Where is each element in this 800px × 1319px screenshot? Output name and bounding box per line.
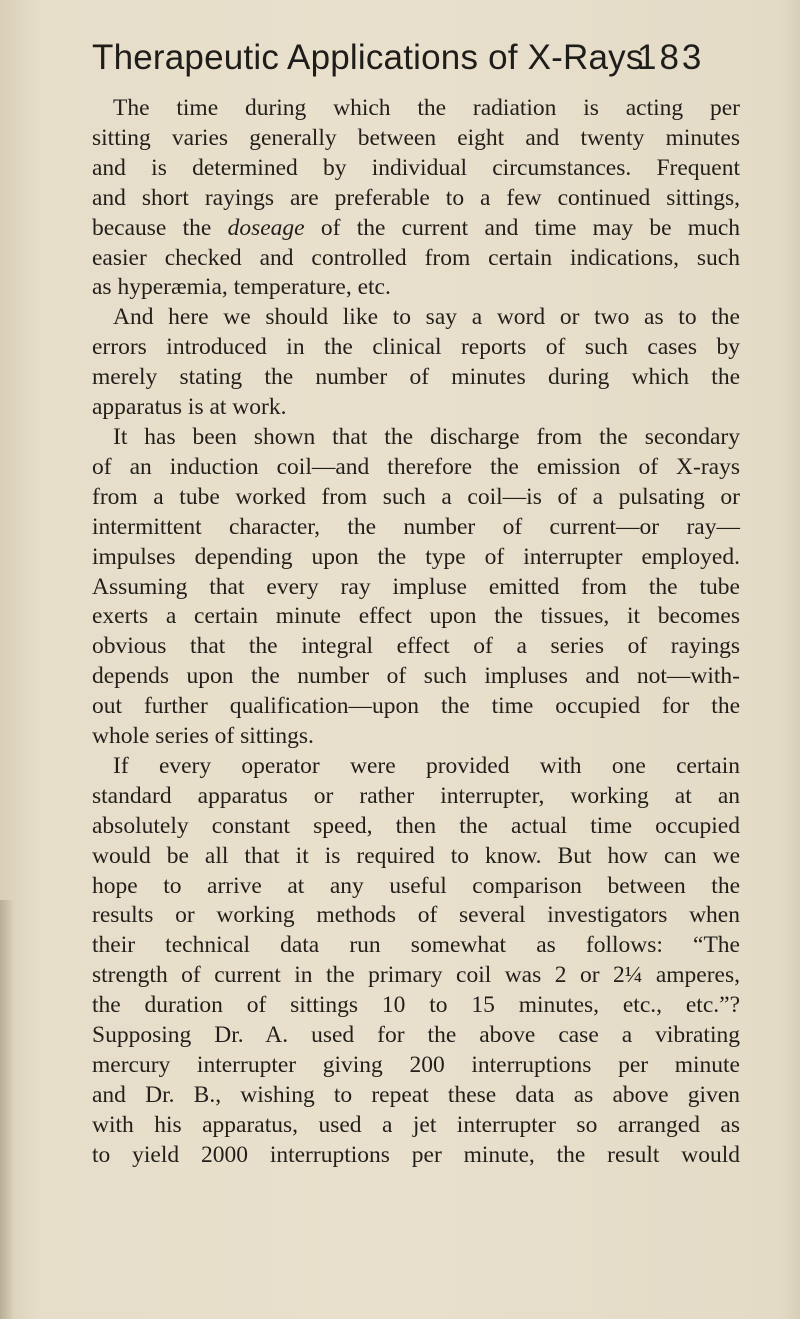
text-line: impulses depending upon the type of interrupter employed. — [92, 543, 740, 570]
text-line: easier checked and controlled from certain indications, such — [92, 244, 740, 271]
text-line: And here we should like to say a word or two as to the — [113, 304, 740, 331]
text-line: of an induction coil—and therefore the emission of X-rays — [92, 453, 740, 480]
text-line: intermittent character, the number of current—or ray— — [92, 513, 740, 540]
text-line: exerts a certain minute effect upon the tissues, it becomes — [92, 603, 740, 630]
text-line: and is determined by individual circumstances. Frequent — [92, 154, 740, 181]
paragraph-4 — [92, 752, 740, 1171]
text-line: It has been shown that the discharge from the secondary — [113, 423, 740, 450]
paragraph-3 — [92, 423, 740, 752]
text-line: If every operator were provided with one certain — [113, 752, 740, 779]
text-line: their technical data run somewhat as follows: “The — [92, 932, 740, 959]
text-line: from a tube worked from such a coil—is of a pulsating or — [92, 483, 740, 510]
text-line: out further qualification—upon the time occupied for the — [92, 693, 740, 720]
text-line: and short rayings are preferable to a few continued sittings, — [92, 184, 740, 211]
text-line: and Dr. B., wishing to repeat these data as above given — [92, 1081, 740, 1108]
text-line: Assuming that every ray impluse emitted from the tube — [92, 573, 740, 600]
body-text — [92, 94, 740, 1171]
text-line: merely stating the number of minutes during which the — [92, 364, 740, 391]
text-line: would be all that it is required to know. But how can we — [92, 842, 740, 869]
page-edge-shadow — [0, 900, 14, 1319]
text-line: absolutely constant speed, then the actual time occupied — [92, 812, 740, 839]
text-line: mercury interrupter giving 200 interruptions per minute — [92, 1052, 740, 1078]
text-line: to yield 2000 interruptions per minute, the result would — [92, 1141, 740, 1168]
text-line: Supposing Dr. A. used for the above case a vibrating — [92, 1022, 740, 1049]
text-line: because the doseage of the current and time may be much — [92, 214, 741, 241]
text-line: whole series of sittings. — [92, 723, 314, 750]
text-line: results or working methods of several investigators when — [92, 902, 740, 929]
page-number: 183 — [637, 38, 705, 77]
text-line: errors introduced in the clinical reports of such cases by — [92, 334, 740, 361]
text-line: standard apparatus or rather interrupter, working at an — [92, 782, 740, 809]
text-line: strength of current in the primary coil was 2 or 2¼ amperes, — [92, 962, 740, 989]
text-line: with his apparatus, used a jet interrupter so arranged as — [92, 1111, 740, 1138]
text-line: the duration of sittings 10 to 15 minutes, etc., etc.”? — [92, 992, 740, 1019]
text-line: apparatus is at work. — [92, 394, 287, 421]
running-head — [92, 38, 732, 78]
text-line: sitting varies generally between eight and twenty minutes — [92, 124, 740, 151]
text-line: depends upon the number of such impluses and not—with- — [92, 663, 740, 690]
text-line: as hyperæmia, temperature, etc. — [92, 274, 391, 301]
chapter-title: Therapeutic Applications of X-Rays — [92, 38, 644, 77]
paragraph-2 — [92, 303, 740, 423]
text-line: obvious that the integral effect of a series of rayings — [92, 633, 740, 660]
text-line: The time during which the radiation is acting per — [113, 95, 740, 121]
paragraph-1 — [92, 94, 740, 303]
text-line: hope to arrive at any useful comparison between the — [92, 872, 740, 899]
